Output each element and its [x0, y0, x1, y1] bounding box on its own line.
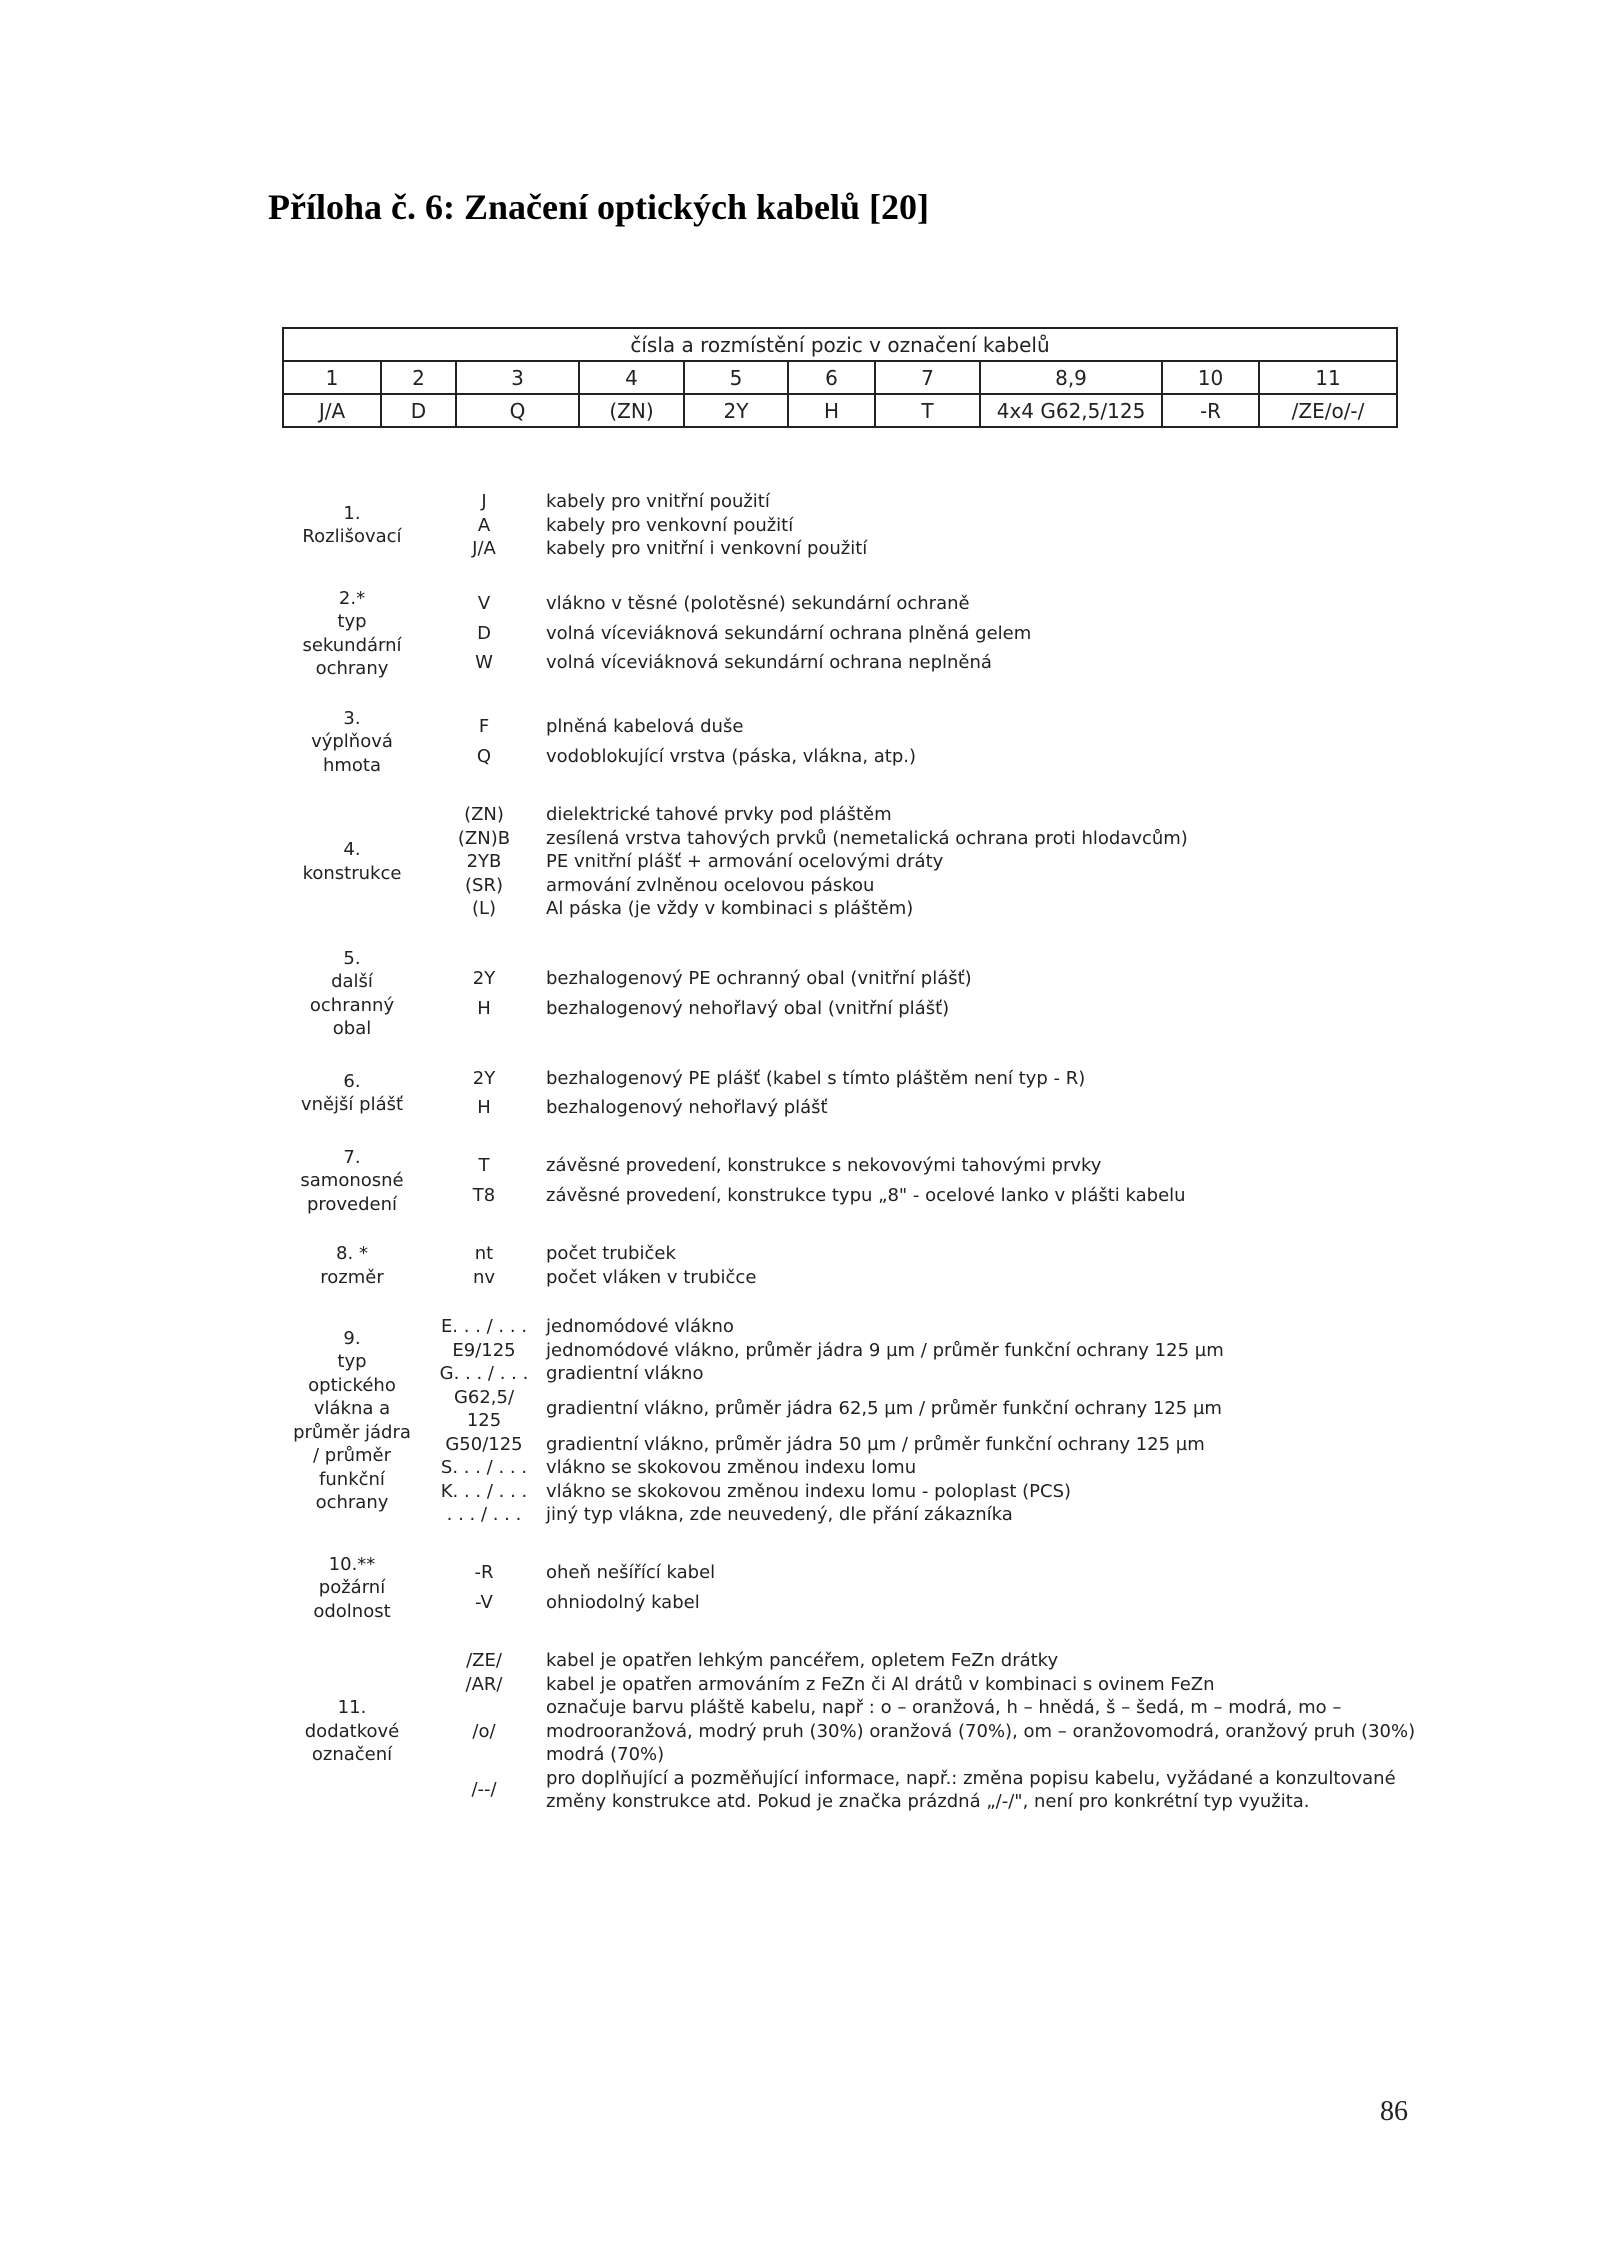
legend-category: 7. samonosné provedení: [300, 1146, 404, 1215]
legend-description: bezhalogenový nehořlavý obal (vnitřní plášť): [546, 997, 950, 1019]
appendix-title: Příloha č. 6: Značení optických kabelů [20]: [268, 187, 930, 227]
legend-row: [422, 651, 1432, 675]
position-number-cell-4: 4: [579, 361, 684, 394]
legend-code: D: [477, 622, 491, 644]
position-value-cell-1: J/A: [283, 394, 381, 427]
legend-row: [422, 592, 1432, 616]
legend-code: nv: [472, 1266, 496, 1288]
legend-row: [422, 897, 1432, 921]
legend-row: [422, 1503, 1432, 1527]
legend-code: /--/: [471, 1779, 497, 1801]
legend-description: gradientní vlákno, průměr jádra 50 µm / průměr funkční ochrany 125 µm: [546, 1433, 1205, 1455]
legend-code: -R: [474, 1562, 494, 1584]
legend-description: závěsné provedení, konstrukce typu „8" - ocelové lanko v plášti kabelu: [546, 1184, 1186, 1206]
legend-row: [422, 1386, 1432, 1433]
position-number-cell-9: 10: [1162, 361, 1259, 394]
legend-code: (SR): [465, 874, 503, 896]
position-numbers-row: [283, 361, 1397, 394]
legend-code: W: [475, 652, 493, 674]
legend-code: 2Y: [472, 1067, 496, 1089]
legend-code: H: [477, 1097, 491, 1118]
legend-code: Q: [476, 745, 492, 767]
legend-code: nt: [474, 1243, 494, 1264]
legend-row: [422, 827, 1432, 851]
legend-section: [282, 1553, 1432, 1624]
legend-code: G62,5/ 125: [453, 1386, 515, 1431]
legend-category: 4. konstrukce: [302, 839, 402, 884]
legend-description: pro doplňující a pozměňující informace, např.: změna popisu kabelu, vyžádané a konzultované změny konstrukce atd. Pokud je značka prázdná „/-/", není pro konkrétní typ využita.: [546, 1767, 1396, 1812]
legend-category: 11. dodatkové označení: [304, 1697, 400, 1765]
legend-row: [422, 1362, 1432, 1386]
legend-row: [422, 1456, 1432, 1480]
legend-description: kabely pro venkovní použití: [546, 514, 794, 536]
legend-row: [422, 490, 1432, 514]
legend-description: plněná kabelová duše: [546, 716, 744, 738]
legend-code: F: [478, 716, 490, 738]
position-number-cell-5: 5: [684, 361, 788, 394]
legend-description: bezhalogenový nehořlavý plášť: [546, 1097, 828, 1118]
code-legend: [282, 490, 1432, 1840]
legend-description: gradientní vlákno, průměr jádra 62,5 µm / průměr funkční ochrany 125 µm: [546, 1398, 1222, 1420]
legend-description: kabel je opatřen armováním z FeZn či Al drátů v kombinaci s ovinem FeZn: [546, 1673, 1215, 1695]
legend-description: vlákno se skokovou změnou indexu lomu: [546, 1457, 917, 1478]
legend-section: [282, 1242, 1432, 1289]
position-number-cell-7: 7: [875, 361, 980, 394]
legend-row: [422, 1242, 1432, 1266]
position-table: [282, 327, 1398, 428]
legend-code: /ZE/: [466, 1650, 502, 1671]
legend-category: 9. typ optického vlákna a průměr jádra / průměr funkční ochrany: [293, 1327, 411, 1514]
legend-description: volná víceviáknová sekundární ochrana neplněná: [546, 652, 992, 674]
position-number-cell-3: 3: [456, 361, 579, 394]
legend-section: [282, 587, 1432, 681]
legend-row: [422, 1480, 1432, 1504]
legend-category: 10.** požární odolnost: [313, 1553, 391, 1622]
legend-code: V: [477, 593, 491, 615]
legend-section: [282, 1315, 1432, 1527]
legend-code: -V: [475, 1591, 493, 1613]
legend-section: [282, 490, 1432, 561]
legend-row: [422, 537, 1432, 561]
legend-row: [422, 1184, 1432, 1208]
legend-row: [422, 1696, 1432, 1767]
legend-row: [422, 850, 1432, 874]
legend-section: [282, 1649, 1432, 1814]
legend-category: 6. vnější plášť: [300, 1070, 404, 1115]
legend-description: dielektrické tahové prvky pod pláštěm: [546, 804, 892, 825]
position-value-cell-10: /ZE/o/-/: [1259, 394, 1397, 427]
legend-category: 3. výplňová hmota: [311, 707, 393, 776]
legend-code: (L): [471, 898, 497, 919]
legend-row: [422, 803, 1432, 827]
legend-section: [282, 1067, 1432, 1120]
legend-description: PE vnitřní plášť + armování ocelovými dráty: [546, 851, 944, 872]
legend-row: [422, 1561, 1432, 1585]
legend-code: A: [477, 514, 491, 536]
legend-code: . . . / . . .: [446, 1504, 522, 1525]
legend-row: [422, 1315, 1432, 1339]
legend-row: [422, 874, 1432, 898]
legend-row: [422, 514, 1432, 538]
legend-row: [422, 715, 1432, 739]
position-value-cell-7: T: [875, 394, 980, 427]
legend-row: [422, 1767, 1432, 1814]
legend-description: gradientní vlákno: [546, 1363, 704, 1384]
position-number-cell-8: 8,9: [980, 361, 1162, 394]
position-value-cell-8: 4x4 G62,5/125: [980, 394, 1162, 427]
position-value-cell-2: D: [381, 394, 456, 427]
legend-description: vlákno se skokovou změnou indexu lomu - poloplast (PCS): [546, 1480, 1072, 1502]
legend-row: [422, 1067, 1432, 1091]
legend-code: T: [478, 1155, 490, 1177]
legend-row: [422, 745, 1432, 769]
legend-row: [422, 1096, 1432, 1120]
legend-description: vlákno v těsné (polotěsné) sekundární ochraně: [546, 593, 970, 615]
legend-code: J: [481, 491, 487, 512]
legend-row: [422, 622, 1432, 646]
legend-description: počet trubiček: [546, 1243, 676, 1264]
legend-row: [422, 1339, 1432, 1363]
position-values-row: [283, 394, 1397, 427]
legend-row: [422, 1266, 1432, 1290]
legend-description: ohniodolný kabel: [546, 1591, 700, 1613]
legend-code: (ZN): [464, 804, 504, 825]
legend-row: [422, 1591, 1432, 1615]
legend-code: G50/125: [445, 1433, 523, 1455]
legend-description: jednomódové vlákno: [546, 1316, 734, 1337]
legend-row: [422, 1673, 1432, 1697]
legend-description: závěsné provedení, konstrukce s nekovovými tahovými prvky: [546, 1155, 1102, 1177]
legend-code: (ZN)B: [457, 827, 511, 849]
legend-code: K. . . / . . .: [440, 1480, 528, 1502]
legend-code: J/A: [472, 538, 496, 559]
legend-row: [422, 967, 1432, 991]
legend-section: [282, 1146, 1432, 1217]
legend-description: vodoblokující vrstva (páska, vlákna, atp.): [546, 745, 917, 767]
legend-row: [422, 1433, 1432, 1457]
legend-code: 2YB: [466, 851, 502, 872]
legend-code: /AR/: [465, 1673, 503, 1695]
legend-description: Al páska (je vždy v kombinaci s pláštěm): [546, 898, 914, 919]
legend-description: armování zvlněnou ocelovou páskou: [546, 874, 875, 896]
legend-code: /o/: [472, 1720, 496, 1742]
legend-code: E. . . / . . .: [440, 1316, 528, 1337]
legend-description: kabely pro vnitřní i venkovní použití: [546, 538, 868, 559]
legend-code: H: [477, 997, 491, 1019]
position-value-cell-6: H: [788, 394, 875, 427]
position-table-header: čísla a rozmístění pozic v označení kabelů: [283, 328, 1397, 361]
legend-code: G. . . / . . .: [439, 1363, 529, 1384]
legend-description: oheň nešířící kabel: [546, 1562, 716, 1584]
position-number-cell-10: 11: [1259, 361, 1397, 394]
legend-description: kabel je opatřen lehkým pancéřem, opletem FeZn drátky: [546, 1650, 1059, 1671]
legend-code: T8: [472, 1184, 496, 1206]
legend-section: [282, 803, 1432, 921]
position-number-cell-2: 2: [381, 361, 456, 394]
position-value-cell-3: Q: [456, 394, 579, 427]
legend-description: označuje barvu pláště kabelu, např : o – oranžová, h – hnědá, š – šedá, m – modrá, mo – modrooranžová, modrý pruh (30%) oranžová (70%), om – oranžovomodrá, oranžový pruh (30%) modrá (70%): [546, 1697, 1416, 1765]
position-number-cell-6: 6: [788, 361, 875, 394]
legend-row: [422, 997, 1432, 1021]
legend-code: S. . . / . . .: [440, 1457, 528, 1478]
legend-section: [282, 707, 1432, 778]
legend-section: [282, 947, 1432, 1041]
legend-row: [422, 1649, 1432, 1673]
position-value-cell-4: (ZN): [579, 394, 684, 427]
legend-category: 5. další ochranný obal: [309, 947, 395, 1039]
legend-category: 2.* typ sekundární ochrany: [302, 587, 402, 679]
legend-description: volná víceviáknová sekundární ochrana plněná gelem: [546, 622, 1032, 644]
legend-description: kabely pro vnitřní použití: [546, 491, 770, 512]
position-value-cell-5: 2Y: [684, 394, 788, 427]
position-number-cell-1: 1: [283, 361, 381, 394]
page-number: 86: [1380, 2096, 1408, 2127]
legend-category: 8. * rozměr: [320, 1243, 384, 1288]
legend-row: [422, 1154, 1432, 1178]
legend-description: zesílená vrstva tahových prvků (nemetalická ochrana proti hlodavcům): [546, 827, 1188, 849]
legend-description: bezhalogenový PE plášť (kabel s tímto pláštěm není typ - R): [546, 1067, 1086, 1089]
position-value-cell-9: -R: [1162, 394, 1259, 427]
legend-description: jednomódové vlákno, průměr jádra 9 µm / průměr funkční ochrany 125 µm: [546, 1339, 1224, 1361]
legend-code: 2Y: [472, 968, 496, 989]
legend-description: počet vláken v trubičce: [546, 1266, 757, 1288]
legend-code: E9/125: [452, 1339, 516, 1361]
legend-category: 1. Rozlišovací: [302, 502, 402, 548]
legend-description: bezhalogenový PE ochranný obal (vnitřní plášť): [546, 968, 972, 989]
legend-description: jiný typ vlákna, zde neuvedený, dle přání zákazníka: [546, 1504, 1013, 1525]
